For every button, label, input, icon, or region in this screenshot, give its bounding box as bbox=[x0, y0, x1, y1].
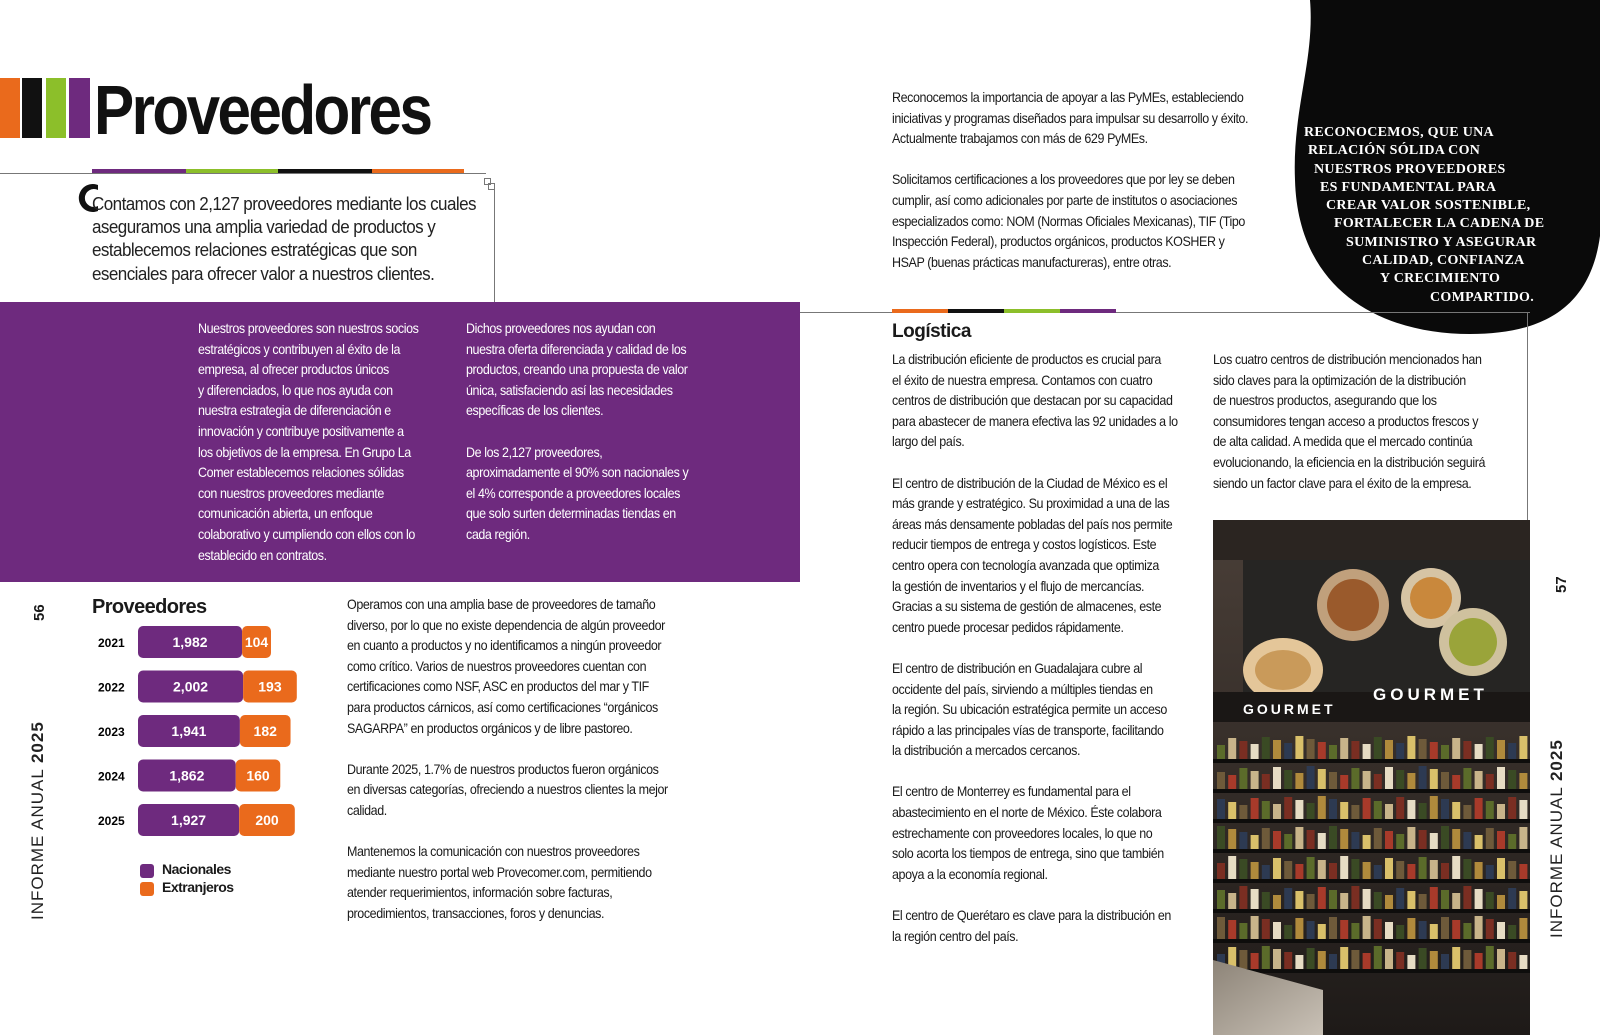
chart-data-label: 1,941 bbox=[171, 723, 207, 739]
report-label-text: INFORME ANUAL bbox=[28, 768, 47, 920]
shelf-product bbox=[1284, 797, 1292, 819]
shelf-product bbox=[1519, 955, 1527, 969]
shelf-product bbox=[1295, 800, 1303, 819]
shelf-product bbox=[1385, 740, 1393, 759]
shelf-product bbox=[1463, 832, 1471, 849]
shelf-product bbox=[1407, 827, 1415, 849]
shelf-product bbox=[1307, 766, 1315, 789]
shelf-product bbox=[1284, 743, 1292, 759]
shelf-product bbox=[1441, 745, 1449, 759]
shelf-product bbox=[1430, 833, 1438, 849]
shelf-product bbox=[1284, 834, 1292, 849]
title-bar-purple bbox=[69, 78, 90, 138]
shelf-product bbox=[1340, 920, 1348, 939]
frame-line-top bbox=[0, 173, 486, 174]
shelf-product bbox=[1419, 857, 1427, 879]
shelf-product bbox=[1363, 862, 1371, 879]
shelf-product bbox=[1217, 890, 1225, 909]
shelf-product bbox=[1262, 801, 1270, 819]
shelf-product bbox=[1329, 799, 1337, 819]
gourmet-sign-1: GOURMET bbox=[1243, 701, 1336, 717]
shelf-product bbox=[1239, 832, 1247, 849]
shelf-product bbox=[1318, 742, 1326, 759]
shelf-product bbox=[1295, 827, 1303, 849]
shelf-product bbox=[1396, 743, 1404, 759]
shelf-product bbox=[1340, 829, 1348, 849]
shelf-product bbox=[1385, 895, 1393, 909]
chart-category-label: 2022 bbox=[98, 680, 125, 695]
shelf-product bbox=[1441, 917, 1449, 939]
shelf-product bbox=[1452, 920, 1460, 939]
suppliers-bar-chart bbox=[90, 620, 330, 840]
shelf bbox=[1213, 909, 1530, 913]
shelf-product bbox=[1351, 805, 1359, 819]
shelf-product bbox=[1228, 893, 1236, 909]
shelf-product bbox=[1363, 744, 1371, 759]
shelf-product bbox=[1486, 892, 1494, 909]
shelf-product bbox=[1351, 768, 1359, 789]
shelf-product bbox=[1340, 802, 1348, 819]
shelf-product bbox=[1385, 767, 1393, 789]
shelf-product bbox=[1284, 861, 1292, 879]
shelf-product bbox=[1251, 862, 1259, 879]
shelf-product bbox=[1385, 949, 1393, 969]
shelf-product bbox=[1385, 858, 1393, 879]
purple-column-2: Dichos proveedores nos ayudan con nuestra oferta diferenciada y calidad de los productos, creando una propuesta de valor única, satisfaciendo así las necesidades específicas de los clientes. De los 2,127 proveedores, aproximadamente el 90% son nacionales y el 4% corresponde a proveedores locales que solo surten determinadas tiendas en cada región. bbox=[466, 321, 689, 542]
shelf-product bbox=[1430, 742, 1438, 759]
shelf-product bbox=[1497, 922, 1505, 939]
shelf-product bbox=[1251, 771, 1259, 789]
report-label-year: 2025 bbox=[1547, 739, 1566, 782]
shelf-product bbox=[1497, 895, 1505, 909]
shelf-product bbox=[1407, 918, 1415, 939]
chart-data-label: 182 bbox=[253, 723, 277, 739]
shelf-product bbox=[1508, 888, 1516, 909]
shelf-product bbox=[1441, 799, 1449, 819]
shelf-product bbox=[1273, 895, 1281, 909]
shelf-product bbox=[1251, 798, 1259, 819]
shelf-product bbox=[1340, 947, 1348, 969]
shelf-product bbox=[1228, 920, 1236, 939]
shelf-product bbox=[1430, 887, 1438, 909]
chart-data-label: 1,982 bbox=[172, 634, 208, 650]
shelf-product bbox=[1463, 805, 1471, 819]
right-frame-vertical bbox=[1527, 312, 1528, 532]
shelf-product bbox=[1340, 856, 1348, 879]
shelf-product bbox=[1251, 916, 1259, 939]
shelf-product bbox=[1407, 891, 1415, 909]
shelf-product bbox=[1519, 773, 1527, 789]
logistica-bar-black bbox=[948, 309, 1004, 313]
shelf-product bbox=[1351, 859, 1359, 879]
shelf-product bbox=[1307, 803, 1315, 819]
shelf-product bbox=[1374, 801, 1382, 819]
shelf-product bbox=[1295, 864, 1303, 879]
shelf-product bbox=[1508, 797, 1516, 819]
shelf-product bbox=[1419, 803, 1427, 819]
shelf-product bbox=[1273, 831, 1281, 849]
quote-line: FORTALECER LA CADENA DE bbox=[1334, 216, 1545, 232]
page-title: Proveedores bbox=[94, 71, 431, 149]
shelf-product bbox=[1284, 952, 1292, 969]
shelf-product bbox=[1419, 948, 1427, 969]
shelf-product bbox=[1217, 826, 1225, 849]
shelf-product bbox=[1452, 829, 1460, 849]
shelf-product bbox=[1228, 802, 1236, 819]
shelf-product bbox=[1452, 893, 1460, 909]
shelf-product bbox=[1318, 860, 1326, 879]
title-bar-green bbox=[46, 78, 66, 138]
shelf-product bbox=[1396, 925, 1404, 939]
shelf-product bbox=[1374, 737, 1382, 759]
shelf-product bbox=[1508, 834, 1516, 849]
shelf-product bbox=[1374, 946, 1382, 969]
shelf-product bbox=[1419, 739, 1427, 759]
shelf-product bbox=[1475, 744, 1483, 759]
shelf-product bbox=[1486, 828, 1494, 849]
shelf-product bbox=[1374, 892, 1382, 909]
shelf-product bbox=[1239, 768, 1247, 789]
shelf-product bbox=[1497, 767, 1505, 789]
shelf-product bbox=[1463, 950, 1471, 969]
shelf-product bbox=[1329, 772, 1337, 789]
shelf-product bbox=[1340, 775, 1348, 789]
quote-line: COMPARTIDO. bbox=[1430, 289, 1535, 305]
frame-line-vertical bbox=[494, 185, 495, 310]
shelf-product bbox=[1486, 737, 1494, 759]
shelf-product bbox=[1295, 736, 1303, 759]
page-number: 57 bbox=[1553, 576, 1570, 593]
shelf-product bbox=[1251, 953, 1259, 969]
shelf-product bbox=[1463, 886, 1471, 909]
shelf-product bbox=[1340, 738, 1348, 759]
shelf-product bbox=[1239, 923, 1247, 939]
shelf-product bbox=[1508, 861, 1516, 879]
quote-line: RELACIÓN SÓLIDA CON bbox=[1308, 143, 1481, 159]
shelf-product bbox=[1419, 921, 1427, 939]
quote-line: Y CRECIMIENTO bbox=[1380, 271, 1501, 287]
shelf-product bbox=[1463, 859, 1471, 879]
shelf-product bbox=[1486, 774, 1494, 789]
shelf-product bbox=[1351, 886, 1359, 909]
shelf-product bbox=[1363, 798, 1371, 819]
shelf-product bbox=[1295, 891, 1303, 909]
shelf-product bbox=[1239, 886, 1247, 909]
shelf-product bbox=[1486, 865, 1494, 879]
shelf-product bbox=[1452, 856, 1460, 879]
shelf-product bbox=[1452, 947, 1460, 969]
shelf-product bbox=[1251, 889, 1259, 909]
shelf-product bbox=[1396, 770, 1404, 789]
page-number: 56 bbox=[31, 604, 48, 621]
shelf-product bbox=[1475, 798, 1483, 819]
shelf-product bbox=[1307, 948, 1315, 969]
shelf-product bbox=[1307, 894, 1315, 909]
chart-data-label: 104 bbox=[244, 634, 269, 650]
shelf-product bbox=[1329, 917, 1337, 939]
shelf-product bbox=[1452, 775, 1460, 789]
shelf-product bbox=[1363, 835, 1371, 849]
shelf-product bbox=[1430, 860, 1438, 879]
logistica-bar-orange bbox=[892, 309, 948, 313]
shelf-product bbox=[1329, 954, 1337, 969]
shelf-product bbox=[1463, 741, 1471, 759]
title-bar-orange bbox=[0, 78, 20, 138]
shelf-product bbox=[1419, 830, 1427, 849]
shelf-product bbox=[1497, 740, 1505, 759]
shelf-product bbox=[1407, 955, 1415, 969]
shelf-product bbox=[1519, 827, 1527, 849]
shelf-product bbox=[1329, 890, 1337, 909]
shelf-product bbox=[1430, 769, 1438, 789]
shelf bbox=[1213, 789, 1530, 793]
legend-swatch-nacionales bbox=[140, 864, 154, 878]
shelf-product bbox=[1262, 919, 1270, 939]
shelf-product bbox=[1407, 800, 1415, 819]
shelf-product bbox=[1329, 826, 1337, 849]
shelf-product bbox=[1251, 744, 1259, 759]
shelf-product bbox=[1307, 830, 1315, 849]
shelf-product bbox=[1318, 769, 1326, 789]
gourmet-sign-2: GOURMET bbox=[1373, 685, 1488, 704]
report-label-left bbox=[28, 721, 48, 920]
shelf-product bbox=[1318, 951, 1326, 969]
shelf-product bbox=[1475, 916, 1483, 939]
shelf-product bbox=[1295, 918, 1303, 939]
chart-data-label: 200 bbox=[255, 812, 279, 828]
quote-line: SUMINISTRO Y ASEGURAR bbox=[1346, 234, 1537, 250]
shelf bbox=[1213, 849, 1530, 853]
shelf-product bbox=[1239, 805, 1247, 819]
shelf-product bbox=[1475, 835, 1483, 849]
shelf-product bbox=[1441, 826, 1449, 849]
logistica-heading: Logística bbox=[892, 321, 971, 342]
chart-category-label: 2021 bbox=[98, 636, 125, 650]
shelf-product bbox=[1273, 767, 1281, 789]
chart-category-label: 2024 bbox=[98, 769, 125, 784]
legend-label-nacionales: Nacionales bbox=[162, 861, 231, 877]
store-shelf-photo bbox=[1213, 520, 1530, 1035]
chart-category-label: 2023 bbox=[98, 725, 125, 739]
shelf-product bbox=[1407, 773, 1415, 789]
shelf-product bbox=[1497, 949, 1505, 969]
shelf-product bbox=[1273, 858, 1281, 879]
shelf-product bbox=[1217, 863, 1225, 879]
shelf-product bbox=[1430, 951, 1438, 969]
shelf-product bbox=[1419, 766, 1427, 789]
highlight-quote bbox=[1304, 124, 1564, 307]
shelf-product bbox=[1228, 829, 1236, 849]
shelf-product bbox=[1508, 770, 1516, 789]
shelf-product bbox=[1475, 771, 1483, 789]
shelf-product bbox=[1262, 946, 1270, 969]
shelf-product bbox=[1262, 737, 1270, 759]
shelf bbox=[1213, 939, 1530, 943]
report-label-year: 2025 bbox=[28, 721, 47, 764]
shelf-product bbox=[1363, 916, 1371, 939]
chart-data-label: 2,002 bbox=[173, 678, 209, 695]
shelf-product bbox=[1497, 858, 1505, 879]
shelf-product bbox=[1318, 796, 1326, 819]
shelf-product bbox=[1519, 736, 1527, 759]
left-body-text: Operamos con una amplia base de proveedores de tamaño diverso, por lo que no existe dependencia de algún proveedor en cuanto a productos y no identificamos a ningún proveedor como crítico. Varios de nuestros proveedores cuentan con certificaciones como NSF, ASC en productos del mar y TIF para productos cárnicos, así como certificaciones “orgánicos SAGARPA” en productos orgánicos y de libre pastoreo. Durante 2025, 1.7% de nuestros productos fueron orgánicos en diversas categorías, ofreciendo a nuestros clientes la mejor calidad. Mantenemos la comunicación con nuestros proveedores mediante nuestro portal web Provecomer.com, permitiendo atender requerimientos, información sobre facturas, procedimientos, transacciones, foros y denuncias. bbox=[347, 597, 668, 921]
shelf-product bbox=[1486, 946, 1494, 969]
shelf-product bbox=[1519, 891, 1527, 909]
shelf-product bbox=[1273, 804, 1281, 819]
quote-line: RECONOCEMOS, QUE UNA bbox=[1304, 125, 1494, 140]
shelf-product bbox=[1396, 952, 1404, 969]
shelf-product bbox=[1519, 864, 1527, 879]
shelf-product bbox=[1486, 919, 1494, 939]
quote-line: CALIDAD, CONFIANZA bbox=[1362, 253, 1525, 269]
shelf-product bbox=[1295, 773, 1303, 789]
legend-label-extranjeros: Extranjeros bbox=[162, 879, 234, 895]
shelf-product bbox=[1329, 745, 1337, 759]
shelf-product bbox=[1340, 893, 1348, 909]
shelf-product bbox=[1363, 771, 1371, 789]
shelf-product bbox=[1217, 799, 1225, 819]
shelf-product bbox=[1475, 953, 1483, 969]
shelf-product bbox=[1486, 801, 1494, 819]
report-label-right bbox=[1547, 739, 1567, 938]
shelf-product bbox=[1318, 887, 1326, 909]
shelf-product bbox=[1262, 892, 1270, 909]
shelf-product bbox=[1452, 802, 1460, 819]
shelf-product bbox=[1273, 949, 1281, 969]
shelf-product bbox=[1329, 863, 1337, 879]
shelf-product bbox=[1519, 918, 1527, 939]
quote-line: CREAR VALOR SOSTENIBLE, bbox=[1326, 198, 1531, 214]
shelf-product bbox=[1284, 888, 1292, 909]
shelf-product bbox=[1430, 924, 1438, 939]
shelf-product bbox=[1351, 950, 1359, 969]
shelf-product bbox=[1396, 797, 1404, 819]
report-label-text: INFORME ANUAL bbox=[1547, 786, 1566, 938]
shelf-product bbox=[1441, 863, 1449, 879]
shelf-product bbox=[1307, 857, 1315, 879]
shelf-product bbox=[1475, 889, 1483, 909]
shelf-product bbox=[1262, 774, 1270, 789]
shelf-product bbox=[1374, 919, 1382, 939]
shelf-product bbox=[1273, 740, 1281, 759]
shelf-product bbox=[1351, 741, 1359, 759]
shelf-product bbox=[1497, 831, 1505, 849]
shelf-product bbox=[1217, 772, 1225, 789]
chart-category-label: 2025 bbox=[98, 814, 125, 828]
logistica-column-1: La distribución eficiente de productos es crucial para el éxito de nuestra empresa. Contamos con cuatro centros de distribución que destacan por su capacidad para abastecer de manera efectiva las 92 unidades a lo largo del país. El centro de distribución de la Ciudad de México es el más grande y estratégico. Su proximidad a una de las áreas más densamente pobladas del país nos permite reducir tiempos de entrega y costos logísticos. Este centro opera con tecnología avanzada que optimiza la gestión de inventarios y el flujo de mercancías. Gracias a su sistema de gestión de almacenes, este centro puede procesar pedidos rápidamente. El centro de distribución en Guadalajara cubre al occidente del país, sirviendo a múltiples tiendas en la región. Su ubicación estratégica permite un acceso rápido a las principales vías de transporte, facilitando la distribución a mercados cercanos. El centro de Monterrey es fundamental para el abastecimiento en el norte de México. Éste colabora estrechamente con proveedores locales, lo que no solo acorta los tiempos de entrega, sino que también apoya a la economía regional. El centro de Querétaro es clave para la distribución en la región centro del país. bbox=[892, 352, 1178, 944]
shelf-product bbox=[1441, 890, 1449, 909]
shelf-product bbox=[1385, 831, 1393, 849]
shelf-product bbox=[1430, 796, 1438, 819]
shelf-product bbox=[1262, 828, 1270, 849]
shelf-product bbox=[1508, 952, 1516, 969]
shelf-product bbox=[1385, 922, 1393, 939]
shelf-product bbox=[1463, 768, 1471, 789]
shelf-product bbox=[1508, 743, 1516, 759]
shelf-product bbox=[1228, 775, 1236, 789]
shelf-product bbox=[1385, 804, 1393, 819]
title-bar-black bbox=[22, 78, 42, 138]
shelf-product bbox=[1419, 894, 1427, 909]
shelf-product bbox=[1363, 889, 1371, 909]
shelf-product bbox=[1251, 835, 1259, 849]
shelf-product bbox=[1497, 804, 1505, 819]
shelf bbox=[1213, 819, 1530, 823]
frame-corner-box bbox=[488, 183, 495, 190]
purple-column-1: Nuestros proveedores son nuestros socios estratégicos y contribuyen al éxito de la empresa, al ofrecer productos únicos y diferenciados, lo que nos ayuda con nuestra estrategia de diferenciación e innovación y contribuye positivamente a los objetivos de la empresa. En Grupo La Comer establecemos relaciones sólidas con nuestros proveedores mediante comunicación abierta, un enfoque colaborativo y cumpliendo con ellos con lo establecido en contratos. bbox=[198, 321, 419, 563]
shelf-product bbox=[1318, 833, 1326, 849]
chart-data-label: 1,927 bbox=[171, 812, 207, 828]
shelf-product bbox=[1396, 834, 1404, 849]
shelf-product bbox=[1318, 924, 1326, 939]
chart-data-label: 160 bbox=[246, 767, 270, 784]
shelf-product bbox=[1239, 741, 1247, 759]
shelf-product bbox=[1463, 923, 1471, 939]
shelf-product bbox=[1295, 955, 1303, 969]
shelf-product bbox=[1508, 925, 1516, 939]
shelf-product bbox=[1441, 772, 1449, 789]
shelf-product bbox=[1262, 865, 1270, 879]
intro-paragraph: Contamos con 2,127 proveedores mediante los cuales aseguramos una amplia variedad de productos y establecemos relaciones estratégicas que son esenciales para ofrecer valor a nuestros clientes. bbox=[92, 193, 476, 284]
shelf-product bbox=[1273, 922, 1281, 939]
logistica-column-2: Los cuatro centros de distribución mencionados han sido claves para la optimización de la distribución de nuestros productos, asegurando que los consumidores tengan acceso a productos frescos y de alta calidad. A medida que el mercado continúa evolucionando, la eficiencia en la distribución seguirá siendo un factor clave para el éxito de la empresa. bbox=[1213, 352, 1486, 491]
quote-line: ES FUNDAMENTAL PARA bbox=[1320, 179, 1497, 195]
shelf-product bbox=[1307, 921, 1315, 939]
shelf-product bbox=[1374, 865, 1382, 879]
shelf-product bbox=[1475, 862, 1483, 879]
chart-data-label: 1,862 bbox=[169, 767, 205, 784]
chart-data-label: 193 bbox=[258, 678, 282, 695]
shelf bbox=[1213, 969, 1530, 973]
shelf bbox=[1213, 759, 1530, 763]
right-top-text: Reconocemos la importancia de apoyar a las PyMEs, estableciendo iniciativas y programas diseñados para impulsar su desarrollo y éxito. Actualmente trabajamos con más de 629 PyMEs. Solicitamos certificaciones a los proveedores que por ley se deben cumplir, así como adicionales por parte de institutos o asociaciones especializados como: NOM (Normas Oficiales Mexicanas), TIF (Tipo Inspección Federal), productos orgánicos, productos KOSHER y HSAP (buenas prácticas manufactureras), entre otras. bbox=[892, 90, 1249, 270]
logistica-bar-green bbox=[1004, 309, 1060, 313]
shelf-product bbox=[1407, 864, 1415, 879]
shelf-product bbox=[1519, 800, 1527, 819]
shelf-product bbox=[1217, 745, 1225, 759]
quote-line: NUESTROS PROVEEDORES bbox=[1314, 161, 1506, 177]
shelf-product bbox=[1351, 923, 1359, 939]
shelf-product bbox=[1396, 888, 1404, 909]
shelf-product bbox=[1407, 736, 1415, 759]
shelf bbox=[1213, 879, 1530, 883]
shelf-product bbox=[1452, 738, 1460, 759]
shelf-product bbox=[1239, 950, 1247, 969]
shelf-product bbox=[1374, 828, 1382, 849]
shelf-product bbox=[1284, 770, 1292, 789]
shelf-product bbox=[1363, 953, 1371, 969]
shelf-product bbox=[1239, 859, 1247, 879]
shelf-product bbox=[1396, 861, 1404, 879]
shelf-product bbox=[1217, 917, 1225, 939]
legend-swatch-extranjeros bbox=[140, 882, 154, 896]
logistica-bar-purple bbox=[1060, 309, 1116, 313]
shelf-product bbox=[1228, 738, 1236, 759]
shelf-product bbox=[1284, 925, 1292, 939]
shelf-product bbox=[1307, 739, 1315, 759]
shelf-product bbox=[1374, 774, 1382, 789]
shelf-product bbox=[1441, 954, 1449, 969]
shelf-product bbox=[1351, 832, 1359, 849]
chart-title: Proveedores bbox=[92, 596, 207, 618]
shelf-product bbox=[1228, 856, 1236, 879]
